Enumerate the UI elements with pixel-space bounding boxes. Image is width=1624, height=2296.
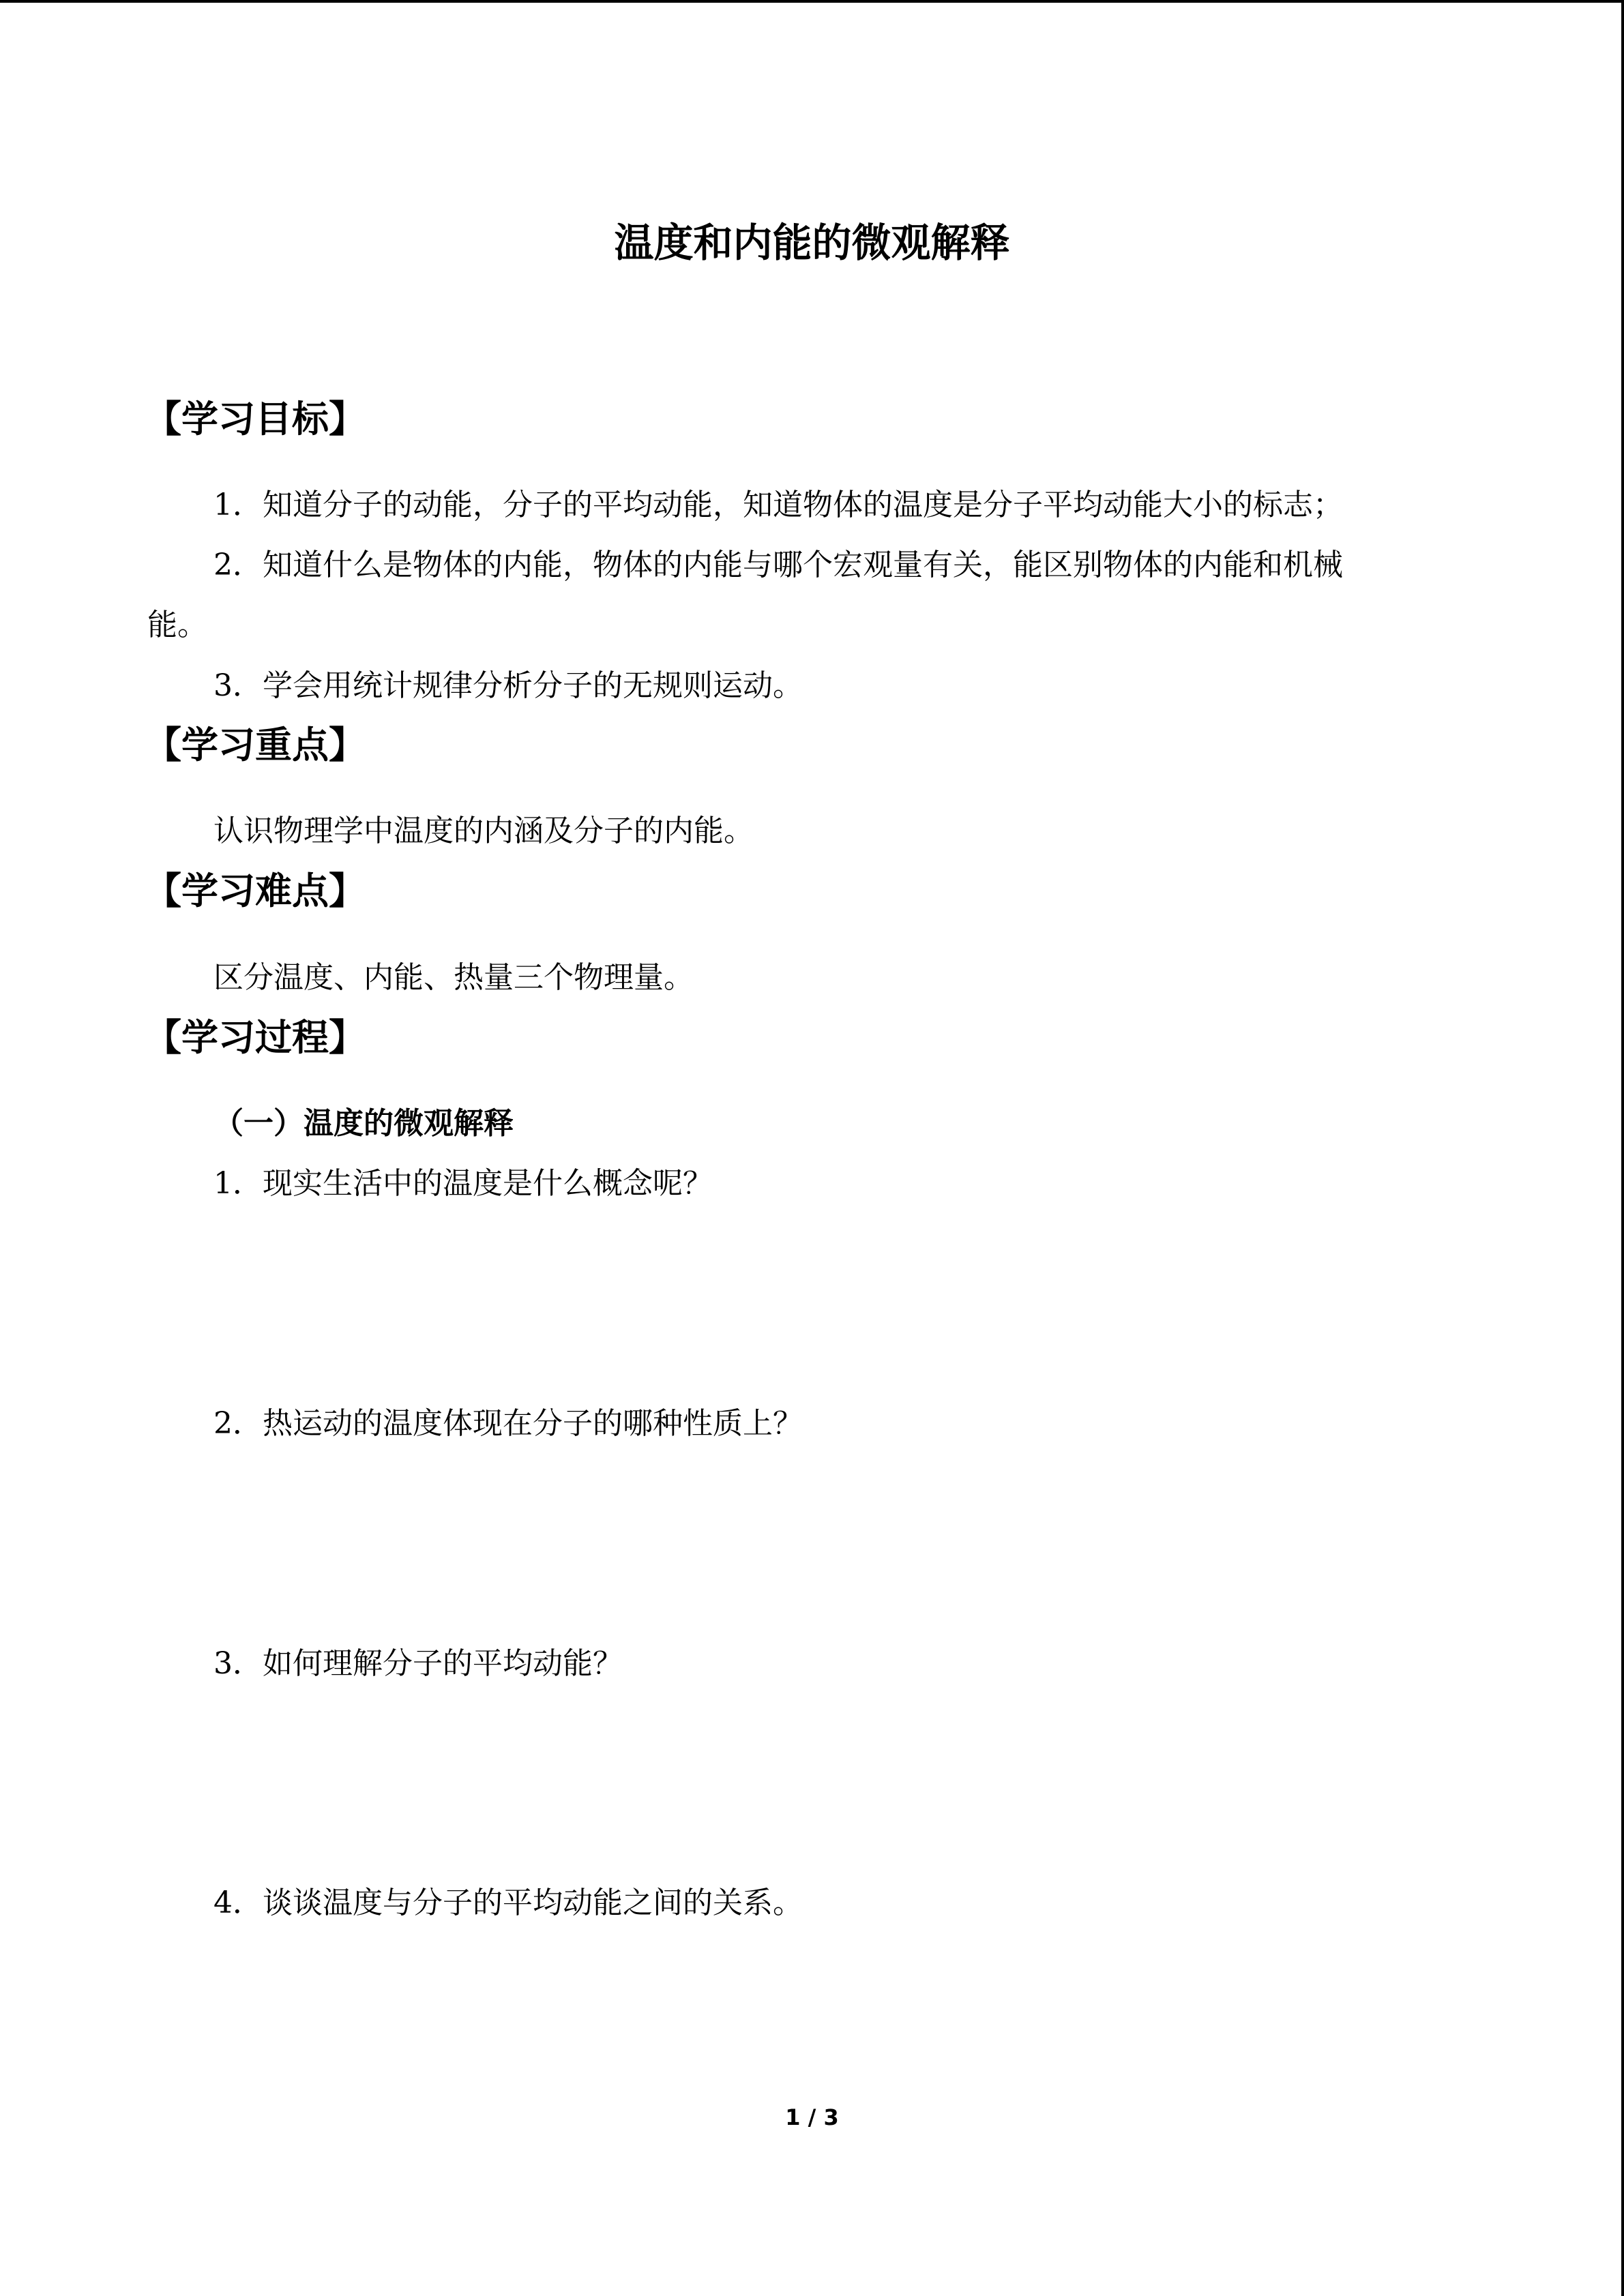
section-heading-difficulties: 【学习难点】 xyxy=(145,869,366,912)
process-question-4: 4．谈谈温度与分子的平均动能之间的关系。 xyxy=(213,1885,803,1920)
page-title: 温度和内能的微观解释 xyxy=(614,220,1010,266)
difficulties-text: 区分温度、内能、热量三个物理量。 xyxy=(213,960,694,995)
key-points-text: 认识物理学中温度的内涵及分子的内能。 xyxy=(213,814,754,848)
page-number: 1 / 3 xyxy=(785,2104,839,2130)
process-subheading: （一）温度的微观解释 xyxy=(213,1106,514,1141)
process-question-2: 2．热运动的温度体现在分子的哪种性质上？ xyxy=(213,1406,803,1441)
section-heading-process: 【学习过程】 xyxy=(145,1016,366,1059)
process-question-3: 3．如何理解分子的平均动能？ xyxy=(213,1646,623,1681)
section-heading-objectives: 【学习目标】 xyxy=(145,398,366,441)
objective-item-2: 2．知道什么是物体的内能，物体的内能与哪个宏观量有关，能区别物体的内能和机械 xyxy=(213,548,1343,582)
section-heading-key-points: 【学习重点】 xyxy=(145,724,366,766)
objective-item-2-continuation: 能。 xyxy=(147,608,207,642)
process-question-1: 1．现实生活中的温度是什么概念呢？ xyxy=(213,1166,713,1201)
objective-item-3: 3．学会用统计规律分析分子的无规则运动。 xyxy=(213,668,803,703)
objective-item-1: 1．知道分子的动能，分子的平均动能，知道物体的温度是分子平均动能大小的标志； xyxy=(213,488,1343,522)
